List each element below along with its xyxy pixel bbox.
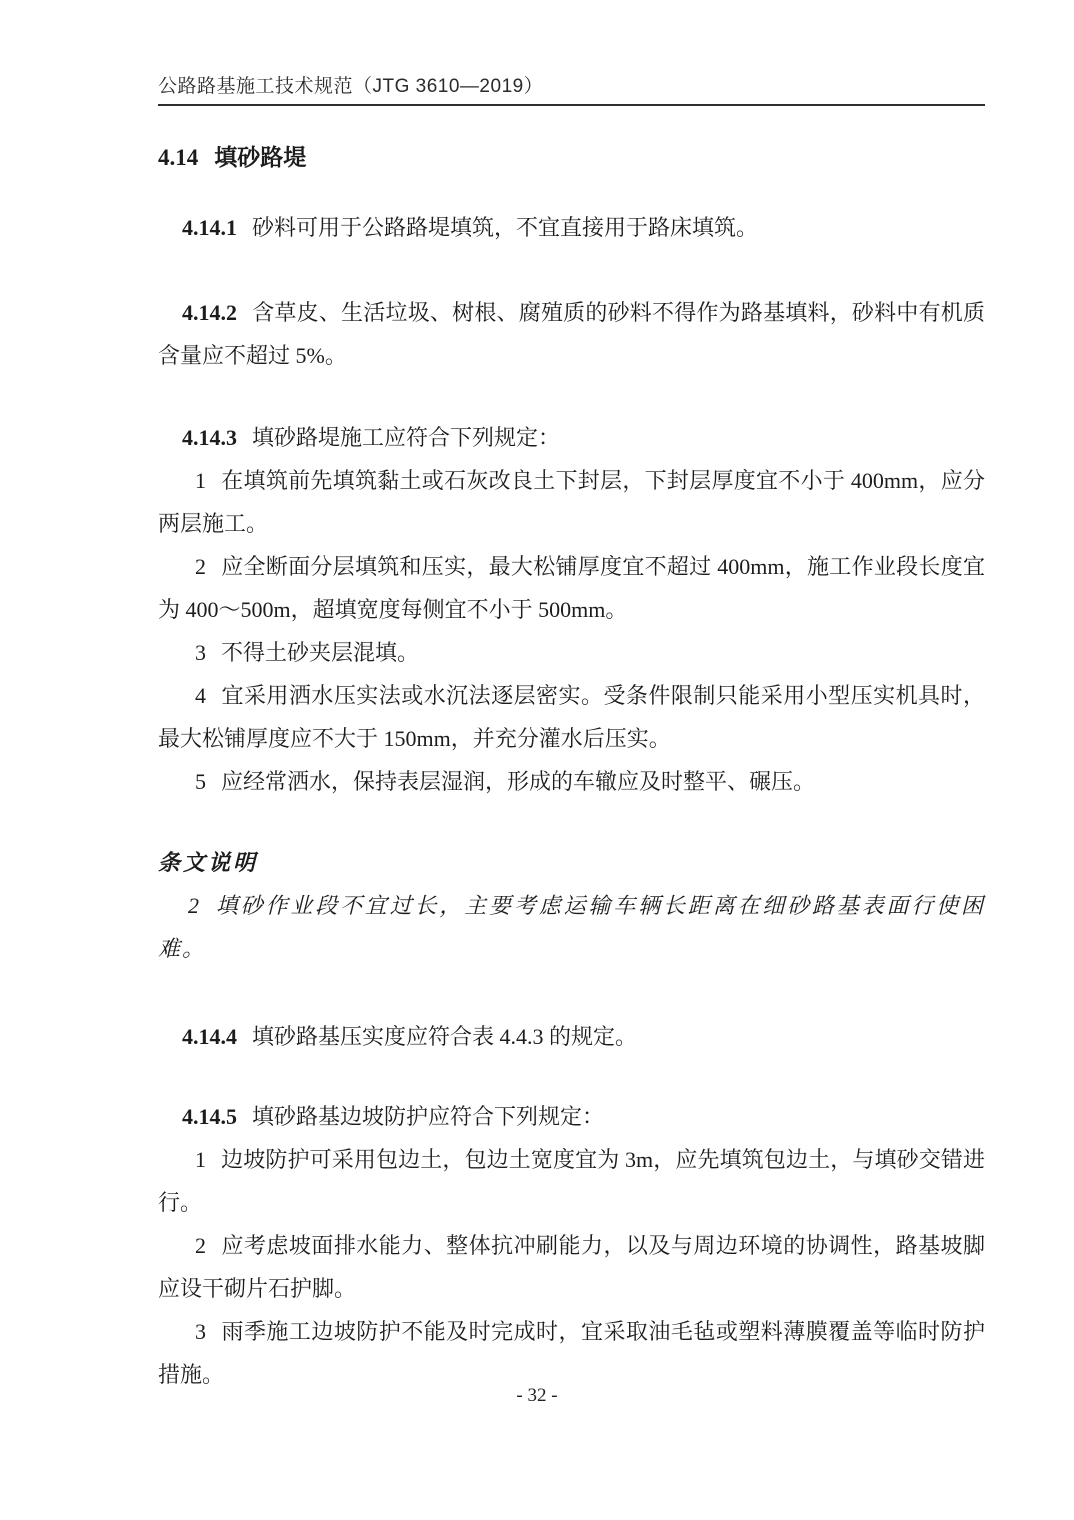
clause-number: 4.14.2 bbox=[182, 300, 237, 325]
clause-4-14-1 bbox=[158, 206, 985, 249]
clause-4-14-5-item-1 bbox=[158, 1138, 985, 1224]
running-header bbox=[158, 75, 985, 106]
document-title: 公路路基施工技术规范（JTG 3610—2019） bbox=[158, 76, 544, 97]
item-number: 2 bbox=[195, 554, 206, 579]
item-number: 1 bbox=[195, 1147, 206, 1172]
commentary-title: 条文说明 bbox=[158, 850, 259, 875]
clause-text: 砂料可用于公路路堤填筑，不宜直接用于路床填筑。 bbox=[252, 215, 759, 240]
section-number: 4.14 bbox=[158, 145, 199, 170]
section-name: 填砂路堤 bbox=[214, 144, 307, 170]
item-number: 4 bbox=[195, 683, 206, 708]
clause-4-14-3 bbox=[158, 416, 985, 459]
commentary-item-2 bbox=[158, 884, 985, 970]
item-text: 应经常洒水，保持表层湿润，形成的车辙应及时整平、碾压。 bbox=[221, 769, 816, 794]
item-number: 1 bbox=[195, 468, 206, 493]
item-text: 填砂作业段不宜过长，主要考虑运输车辆长距离在细砂路基表面行使困难。 bbox=[158, 893, 985, 961]
clause-number: 4.14.4 bbox=[182, 1024, 237, 1049]
clause-text: 填砂路堤施工应符合下列规定： bbox=[252, 425, 561, 450]
clause-4-14-4 bbox=[158, 1015, 985, 1058]
page-number: - 32 - bbox=[516, 1385, 558, 1406]
clause-4-14-3-item-5 bbox=[158, 760, 985, 803]
clause-number: 4.14.3 bbox=[182, 425, 237, 450]
item-number: 5 bbox=[195, 769, 206, 794]
item-number: 3 bbox=[195, 640, 206, 665]
clause-4-14-5 bbox=[158, 1095, 985, 1138]
item-text: 在填筑前先填筑黏土或石灰改良土下封层，下封层厚度宜不小于 400mm，应分两层施工。 bbox=[158, 468, 985, 536]
item-number: 2 bbox=[195, 1233, 206, 1258]
clause-4-14-3-item-2 bbox=[158, 545, 985, 631]
clause-text: 填砂路基边坡防护应符合下列规定： bbox=[252, 1104, 605, 1129]
clause-text: 含草皮、生活垃圾、树根、腐殖质的砂料不得作为路基填料，砂料中有机质含量应不超过 5%。 bbox=[158, 300, 985, 368]
clause-4-14-3-item-1 bbox=[158, 459, 985, 545]
clause-4-14-3-item-4 bbox=[158, 674, 985, 760]
clause-text: 填砂路基压实度应符合表 4.4.3 的规定。 bbox=[252, 1024, 638, 1049]
item-text: 宜采用洒水压实法或水沉法逐层密实。受条件限制只能采用小型压实机具时，最大松铺厚度应不大于 150mm，并充分灌水后压实。 bbox=[158, 683, 985, 751]
item-number: 3 bbox=[195, 1319, 206, 1344]
item-text: 不得土砂夹层混填。 bbox=[221, 640, 420, 665]
item-text: 边坡防护可采用包边土，包边土宽度宜为 3m，应先填筑包边土，与填砂交错进行。 bbox=[158, 1147, 985, 1215]
clause-4-14-2 bbox=[158, 291, 985, 377]
clause-number: 4.14.5 bbox=[182, 1104, 237, 1129]
item-text: 应考虑坡面排水能力、整体抗冲刷能力，以及与周边环境的协调性，路基坡脚应设干砌片石护脚。 bbox=[158, 1233, 985, 1301]
clause-number: 4.14.1 bbox=[182, 215, 237, 240]
item-number: 2 bbox=[188, 893, 201, 918]
section-heading bbox=[158, 142, 985, 173]
clause-4-14-3-item-3 bbox=[158, 631, 985, 674]
clause-4-14-5-item-2 bbox=[158, 1224, 985, 1310]
item-text: 应全断面分层填筑和压实，最大松铺厚度宜不超过 400mm，施工作业段长度宜为 400～500m，超填宽度每侧宜不小于 500mm。 bbox=[158, 554, 985, 622]
item-text: 雨季施工边坡防护不能及时完成时，宜采取油毛毡或塑料薄膜覆盖等临时防护措施。 bbox=[158, 1319, 985, 1387]
